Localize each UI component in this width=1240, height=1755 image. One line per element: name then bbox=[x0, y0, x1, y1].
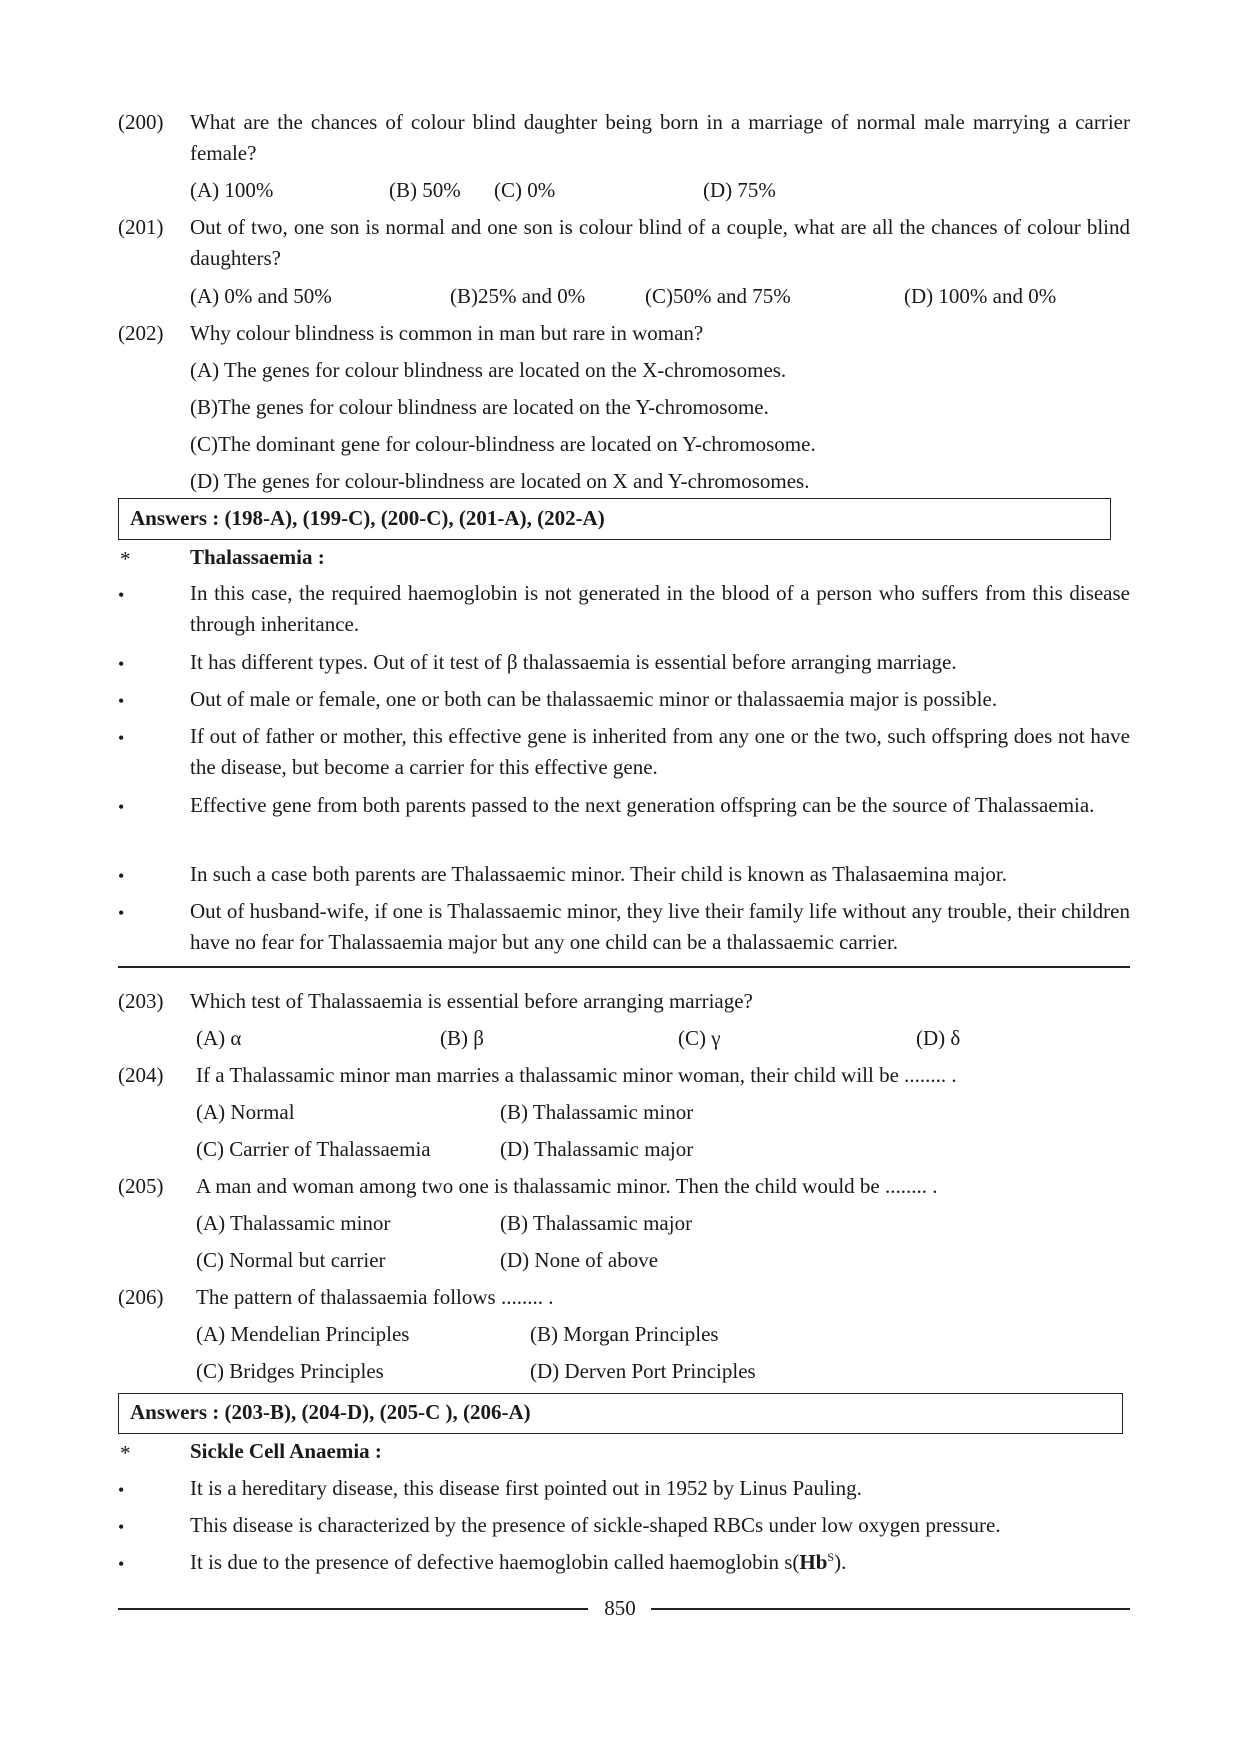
option-c: (C) Bridges Principles bbox=[196, 1359, 384, 1383]
bullet-text: Out of male or female, one or both can be thalassaemic minor or thalassaemia major is possible. bbox=[190, 687, 998, 711]
bullet-marker: • bbox=[118, 1554, 125, 1574]
asterisk-marker: * bbox=[120, 1441, 131, 1465]
bullet-marker: • bbox=[118, 654, 125, 674]
bullet-text-start: It is due to the presence of defective haemoglobin called haemoglobin s( bbox=[190, 1550, 800, 1574]
option-b: (B) Thalassamic major bbox=[500, 1211, 693, 1235]
bullet-marker: • bbox=[118, 585, 125, 605]
bullet-text bbox=[190, 1547, 846, 1578]
page-number: 850 bbox=[604, 1596, 636, 1620]
option-a: (A) Mendelian Principles bbox=[196, 1322, 410, 1346]
option-d: (D) Derven Port Principles bbox=[530, 1359, 756, 1383]
bullet-text: Out of husband-wife, if one is Thalassaemic minor, they live their family life without any trouble, their children have no fear for Thalassaemia major but any one child can be a thalassaemic carrier. bbox=[190, 899, 1130, 954]
haemoglobin-superscript: S bbox=[827, 1550, 835, 1564]
section-divider bbox=[118, 966, 1130, 968]
option-d: (D) 100% and 0% bbox=[904, 284, 1057, 308]
question-number: (202) bbox=[118, 321, 164, 345]
option-c: (C) Carrier of Thalassaemia bbox=[196, 1137, 431, 1161]
question-number: (203) bbox=[118, 989, 164, 1013]
option-a: (A) α bbox=[196, 1026, 242, 1050]
question-text: Which test of Thalassaemia is essential before arranging marriage? bbox=[190, 989, 753, 1013]
option-d: (D) Thalassamic major bbox=[500, 1137, 694, 1161]
option-c: (C)50% and 75% bbox=[645, 284, 791, 308]
answers-text: Answers : (198-A), (199-C), (200-C), (201-A), (202-A) bbox=[130, 506, 605, 530]
section-heading: Thalassaemia : bbox=[190, 545, 325, 569]
bullet-text: Effective gene from both parents passed to the next generation offspring can be the source of Thalassaemia. bbox=[190, 793, 1095, 817]
bullet-text: It has different types. Out of it test of β thalassaemia is essential before arranging marriage. bbox=[190, 650, 957, 674]
option-c: (C)The dominant gene for colour-blindness are located on Y-chromosome. bbox=[190, 432, 816, 456]
question-number: (201) bbox=[118, 215, 164, 239]
bullet-text: This disease is characterized by the presence of sickle-shaped RBCs under low oxygen pressure. bbox=[190, 1513, 1001, 1537]
bullet-text: If out of father or mother, this effective gene is inherited from any one or the two, such offspring does not have the disease, but become a carrier for this effective gene. bbox=[190, 724, 1130, 779]
option-a: (A) The genes for colour blindness are located on the X-chromosomes. bbox=[190, 358, 787, 382]
option-b: (B)25% and 0% bbox=[450, 284, 586, 308]
bullet-marker: • bbox=[118, 1517, 125, 1537]
option-c: (C) 0% bbox=[494, 178, 556, 202]
option-a: (A) 0% and 50% bbox=[190, 284, 332, 308]
answers-text: Answers : (203-B), (204-D), (205-C ), (206-A) bbox=[130, 1400, 531, 1424]
bullet-marker: • bbox=[118, 903, 125, 923]
option-c: (C) γ bbox=[678, 1026, 721, 1050]
asterisk-marker: * bbox=[120, 547, 131, 571]
option-d: (D) The genes for colour-blindness are located on X and Y-chromosomes. bbox=[190, 469, 810, 493]
bullet-text: In this case, the required haemoglobin is not generated in the blood of a person who suffers from this disease through inheritance. bbox=[190, 581, 1130, 636]
bullet-marker: • bbox=[118, 866, 125, 886]
bullet-text: It is a hereditary disease, this disease first pointed out in 1952 by Linus Pauling. bbox=[190, 1476, 862, 1500]
option-d: (D) None of above bbox=[500, 1248, 659, 1272]
option-b: (B) β bbox=[440, 1026, 484, 1050]
option-a: (A) 100% bbox=[190, 178, 274, 202]
haemoglobin-symbol: Hb bbox=[799, 1550, 828, 1574]
question-number: (206) bbox=[118, 1285, 164, 1309]
option-b: (B)The genes for colour blindness are located on the Y-chromosome. bbox=[190, 395, 769, 419]
question-number: (204) bbox=[118, 1063, 164, 1087]
question-text: The pattern of thalassaemia follows ........ . bbox=[196, 1285, 554, 1309]
question-number: (200) bbox=[118, 110, 164, 134]
option-b: (B) Morgan Principles bbox=[530, 1322, 719, 1346]
section-heading: Sickle Cell Anaemia : bbox=[190, 1439, 382, 1463]
question-number: (205) bbox=[118, 1174, 164, 1198]
option-b: (B) 50% bbox=[389, 178, 461, 202]
question-text: A man and woman among two one is thalassamic minor. Then the child would be ........ . bbox=[196, 1174, 938, 1198]
bullet-marker: • bbox=[118, 797, 125, 817]
option-a: (A) Thalassamic minor bbox=[196, 1211, 391, 1235]
footer-rule-right bbox=[651, 1608, 1130, 1610]
bullet-text: In such a case both parents are Thalassaemic minor. Their child is known as Thalasaemina major. bbox=[190, 862, 1008, 886]
bullet-text-end: ). bbox=[834, 1550, 847, 1574]
question-text: Why colour blindness is common in man but rare in woman? bbox=[190, 321, 704, 345]
option-d: (D) δ bbox=[916, 1026, 961, 1050]
footer-rule-left bbox=[118, 1608, 588, 1610]
bullet-marker: • bbox=[118, 691, 125, 711]
question-text: If a Thalassamic minor man marries a thalassamic minor woman, their child will be ........ . bbox=[196, 1063, 957, 1087]
bullet-marker: • bbox=[118, 1480, 125, 1500]
bullet-marker: • bbox=[118, 728, 125, 748]
option-d: (D) 75% bbox=[703, 178, 776, 202]
option-a: (A) Normal bbox=[196, 1100, 295, 1124]
question-text: Out of two, one son is normal and one son is colour blind of a couple, what are all the chances of colour blind daughters? bbox=[190, 215, 1130, 270]
question-text: What are the chances of colour blind daughter being born in a marriage of normal male marrying a carrier female? bbox=[190, 110, 1130, 165]
option-b: (B) Thalassamic minor bbox=[500, 1100, 694, 1124]
option-c: (C) Normal but carrier bbox=[196, 1248, 386, 1272]
